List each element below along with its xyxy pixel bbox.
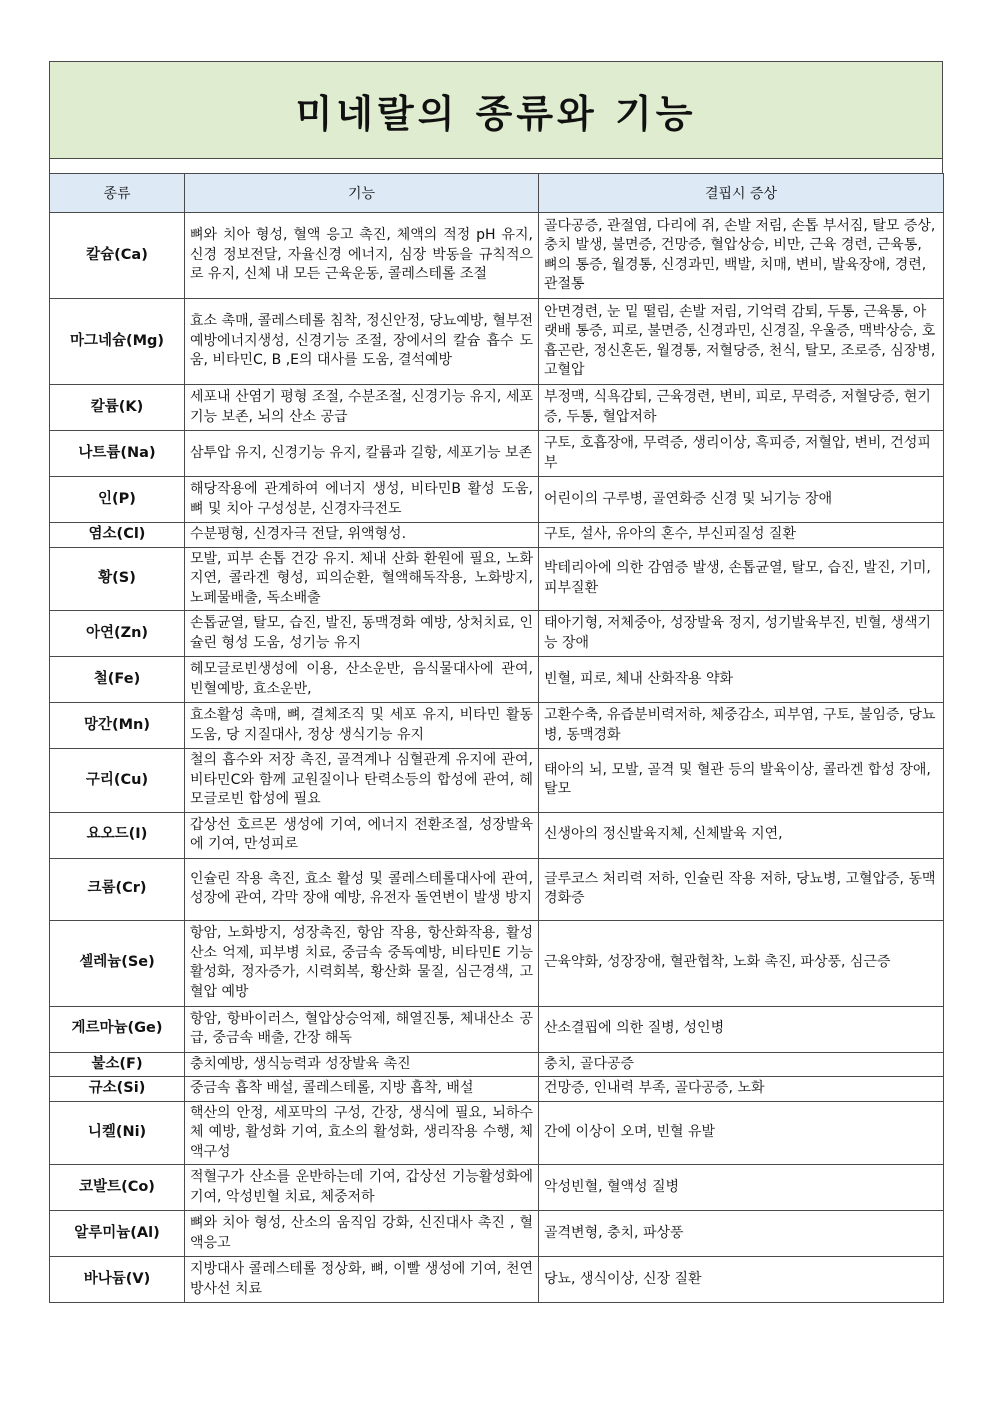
- mineral-function: 뼈와 치아 형성, 산소의 움직임 강화, 신진대사 촉진 , 혈액응고: [185, 1211, 539, 1257]
- table-row: [50, 1257, 944, 1303]
- table-row: [50, 812, 944, 858]
- deficiency-symptom: 부정맥, 식욕감퇴, 근육경련, 변비, 피로, 무력증, 저혈당증, 현기증, 두통, 혈압저하: [539, 385, 944, 431]
- mineral-function: 충치예방, 생식능력과 성장발육 촉진: [185, 1052, 539, 1077]
- table-row: [50, 1211, 944, 1257]
- table-row: [50, 1077, 944, 1102]
- mineral-name: 규소(Si): [50, 1077, 185, 1102]
- deficiency-symptom: 글루코스 처리력 저하, 인슐린 작용 저하, 당뇨병, 고혈압증, 동맥경화증: [539, 858, 944, 920]
- table-row: [50, 385, 944, 431]
- mineral-name: 나트륨(Na): [50, 431, 185, 477]
- table-row: [50, 523, 944, 548]
- mineral-function: 항암, 항바이러스, 혈압상승억제, 해열진통, 체내산소 공급, 중금속 배출, 간장 해독: [185, 1006, 539, 1052]
- mineral-name: 마그네슘(Mg): [50, 299, 185, 385]
- deficiency-symptom: 빈혈, 피로, 체내 산화작용 약화: [539, 657, 944, 703]
- mineral-name: 불소(F): [50, 1052, 185, 1077]
- mineral-name: 셀레늄(Se): [50, 920, 185, 1006]
- deficiency-symptom: 건망증, 인내력 부족, 골다공증, 노화: [539, 1077, 944, 1102]
- deficiency-symptom: 골격변형, 충치, 파상풍: [539, 1211, 944, 1257]
- deficiency-symptom: 태아의 뇌, 모발, 골격 및 혈관 등의 발육이상, 콜라겐 합성 장애, 탈모: [539, 749, 944, 813]
- deficiency-symptom: 골다공증, 관절염, 다리에 쥐, 손발 저림, 손톱 부서짐, 탈모 증상, 충치 발생, 불면증, 건망증, 혈압상승, 비만, 근육 경련, 근육통, 뼈의 통증, 월경통, 신경과민, 백발, 치매, 변비, 발육장애, 경련, 관절통: [539, 213, 944, 299]
- mineral-name: 철(Fe): [50, 657, 185, 703]
- table-row: [50, 749, 944, 813]
- deficiency-symptom: 구토, 설사, 유아의 혼수, 부신피질성 질환: [539, 523, 944, 548]
- mineral-name: 염소(Cl): [50, 523, 185, 548]
- header-symptom: 결핍시 증상: [539, 174, 944, 213]
- mineral-function: 모발, 피부 손톱 건강 유지. 체내 산화 환원에 필요, 노화지연, 콜라겐 형성, 피의순환, 혈액해독작용, 노화방지, 노페물배출, 독소배출: [185, 547, 539, 611]
- deficiency-symptom: 박테리아에 의한 감염증 발생, 손톱균열, 탈모, 습진, 발진, 기미, 피부질환: [539, 547, 944, 611]
- table-row: [50, 1165, 944, 1211]
- deficiency-symptom: 간에 이상이 오며, 빈혈 유발: [539, 1101, 944, 1165]
- table-row: [50, 547, 944, 611]
- mineral-function: 헤모글로빈생성에 이용, 산소운반, 음식물대사에 관여, 빈혈예방, 효소운반,: [185, 657, 539, 703]
- deficiency-symptom: 태아기형, 저체중아, 성장발육 정지, 성기발육부진, 빈혈, 생색기능 장애: [539, 611, 944, 657]
- mineral-function: 수분평형, 신경자극 전달, 위액형성.: [185, 523, 539, 548]
- mineral-function: 효소활성 촉매, 뼈, 결체조직 및 세포 유지, 비타민 활동 도움, 당 지질대사, 정상 생식기능 유지: [185, 703, 539, 749]
- mineral-function: 뼈와 치아 형성, 혈액 응고 촉진, 체액의 적정 pH 유지, 신경 정보전달, 자율신경 에너지, 심장 박동을 규칙적으로 유지, 신체 내 모든 근육운동, 콜레스테롤 조절: [185, 213, 539, 299]
- mineral-name: 바나듐(V): [50, 1257, 185, 1303]
- header-row: [50, 174, 944, 213]
- deficiency-symptom: 근육약화, 성장장애, 혈관협착, 노화 촉진, 파상풍, 심근증: [539, 920, 944, 1006]
- mineral-function: 지방대사 콜레스테롤 정상화, 뼈, 이빨 생성에 기여, 천연방사선 치료: [185, 1257, 539, 1303]
- mineral-name: 인(P): [50, 477, 185, 523]
- deficiency-symptom: 산소결핍에 의한 질병, 성인병: [539, 1006, 944, 1052]
- mineral-function: 인슐린 작용 촉진, 효소 활성 및 콜레스테롤대사에 관여, 성장에 관여, 각막 장애 예방, 유전자 돌연변이 발생 방지: [185, 858, 539, 920]
- table-row: [50, 299, 944, 385]
- mineral-name: 코발트(Co): [50, 1165, 185, 1211]
- deficiency-symptom: 신생아의 정신발육지체, 신체발육 지연,: [539, 812, 944, 858]
- mineral-name: 아연(Zn): [50, 611, 185, 657]
- deficiency-symptom: 충치, 골다공증: [539, 1052, 944, 1077]
- table-row: [50, 920, 944, 1006]
- mineral-name: 알루미늄(Al): [50, 1211, 185, 1257]
- table-row: [50, 611, 944, 657]
- mineral-function: 갑상선 호르몬 생성에 기여, 에너지 전환조절, 성장발육에 기여, 만성피로: [185, 812, 539, 858]
- mineral-function: 핵산의 안정, 세포막의 구성, 간장, 생식에 필요, 뇌하수체 예방, 활성화 기여, 효소의 활성화, 생리작용 수행, 체액구성: [185, 1101, 539, 1165]
- mineral-name: 구리(Cu): [50, 749, 185, 813]
- table-row: [50, 657, 944, 703]
- mineral-sheet: [49, 61, 943, 1303]
- header-function: 기능: [185, 174, 539, 213]
- table-row: [50, 1006, 944, 1052]
- mineral-function: 손톱균열, 탈모, 습진, 발진, 동맥경화 예방, 상처치료, 인슐린 형성 도움, 성기능 유지: [185, 611, 539, 657]
- mineral-name: 칼슘(Ca): [50, 213, 185, 299]
- mineral-name: 니켈(Ni): [50, 1101, 185, 1165]
- deficiency-symptom: 안면경련, 눈 밑 떨림, 손발 저림, 기억력 감퇴, 두통, 근육통, 아랫배 통증, 피로, 불면증, 신경과민, 신경질, 우울증, 맥박상승, 호흡곤란, 정신혼돈, 월경통, 저혈당증, 천식, 탈모, 조로증, 심장병, 고혈압: [539, 299, 944, 385]
- table-row: [50, 858, 944, 920]
- table-row: [50, 213, 944, 299]
- mineral-function: 항암, 노화방지, 성장촉진, 항암 작용, 항산화작용, 활성산소 억제, 피부병 치료, 중금속 중독예방, 비타민E 기능활성화, 정자증가, 시력회복, 황산화 물질, 심근경색, 고혈압 예방: [185, 920, 539, 1006]
- mineral-function: 삼투압 유지, 신경기능 유지, 칼륨과 길항, 세포기능 보존: [185, 431, 539, 477]
- header-kind: 종류: [50, 174, 185, 213]
- mineral-name: 요오드(I): [50, 812, 185, 858]
- table-row: [50, 431, 944, 477]
- mineral-table: [49, 173, 944, 1303]
- deficiency-symptom: 당뇨, 생식이상, 신장 질환: [539, 1257, 944, 1303]
- mineral-function: 해당작용에 관계하여 에너지 생성, 비타민B 활성 도움, 뼈 및 치아 구성성분, 신경자극전도: [185, 477, 539, 523]
- mineral-name: 크롬(Cr): [50, 858, 185, 920]
- mineral-name: 망간(Mn): [50, 703, 185, 749]
- mineral-function: 적혈구가 산소를 운반하는데 기여, 갑상선 기능활성화에 기여, 악성빈혈 치료, 체중저하: [185, 1165, 539, 1211]
- deficiency-symptom: 악성빈혈, 혈액성 질병: [539, 1165, 944, 1211]
- page-title: 미네랄의 종류와 기능: [295, 91, 697, 136]
- title-banner: [49, 61, 943, 159]
- table-row: [50, 1052, 944, 1077]
- deficiency-symptom: 어린이의 구루병, 골연화증 신경 및 뇌기능 장애: [539, 477, 944, 523]
- deficiency-symptom: 구토, 호흡장애, 무력증, 생리이상, 흑피증, 저혈압, 변비, 건성피부: [539, 431, 944, 477]
- table-row: [50, 703, 944, 749]
- mineral-name: 칼륨(K): [50, 385, 185, 431]
- mineral-function: 중금속 흡착 배설, 콜레스테롤, 지방 흡착, 배설: [185, 1077, 539, 1102]
- deficiency-symptom: 고환수축, 유즙분비력저하, 체중감소, 피부염, 구토, 불임증, 당뇨병, 동맥경화: [539, 703, 944, 749]
- mineral-name: 황(S): [50, 547, 185, 611]
- table-row: [50, 1101, 944, 1165]
- mineral-function: 철의 흡수와 저장 촉진, 골격계나 심혈관계 유지에 관여, 비타민C와 함께 교원질이나 탄력소등의 합성에 관여, 헤모글로빈 합성에 필요: [185, 749, 539, 813]
- mineral-function: 세포내 산염기 평형 조절, 수분조절, 신경기능 유지, 세포기능 보존, 뇌의 산소 공급: [185, 385, 539, 431]
- mineral-name: 게르마늄(Ge): [50, 1006, 185, 1052]
- spacer-row: [49, 159, 943, 173]
- table-row: [50, 477, 944, 523]
- mineral-function: 효소 촉매, 콜레스테롤 침착, 정신안정, 당뇨예방, 혈부전 예방에너지생성, 신경기능 조절, 장에서의 칼슘 흡수 도움, 비타민C, B ,E의 대사를 도움, 결석예방: [185, 299, 539, 385]
